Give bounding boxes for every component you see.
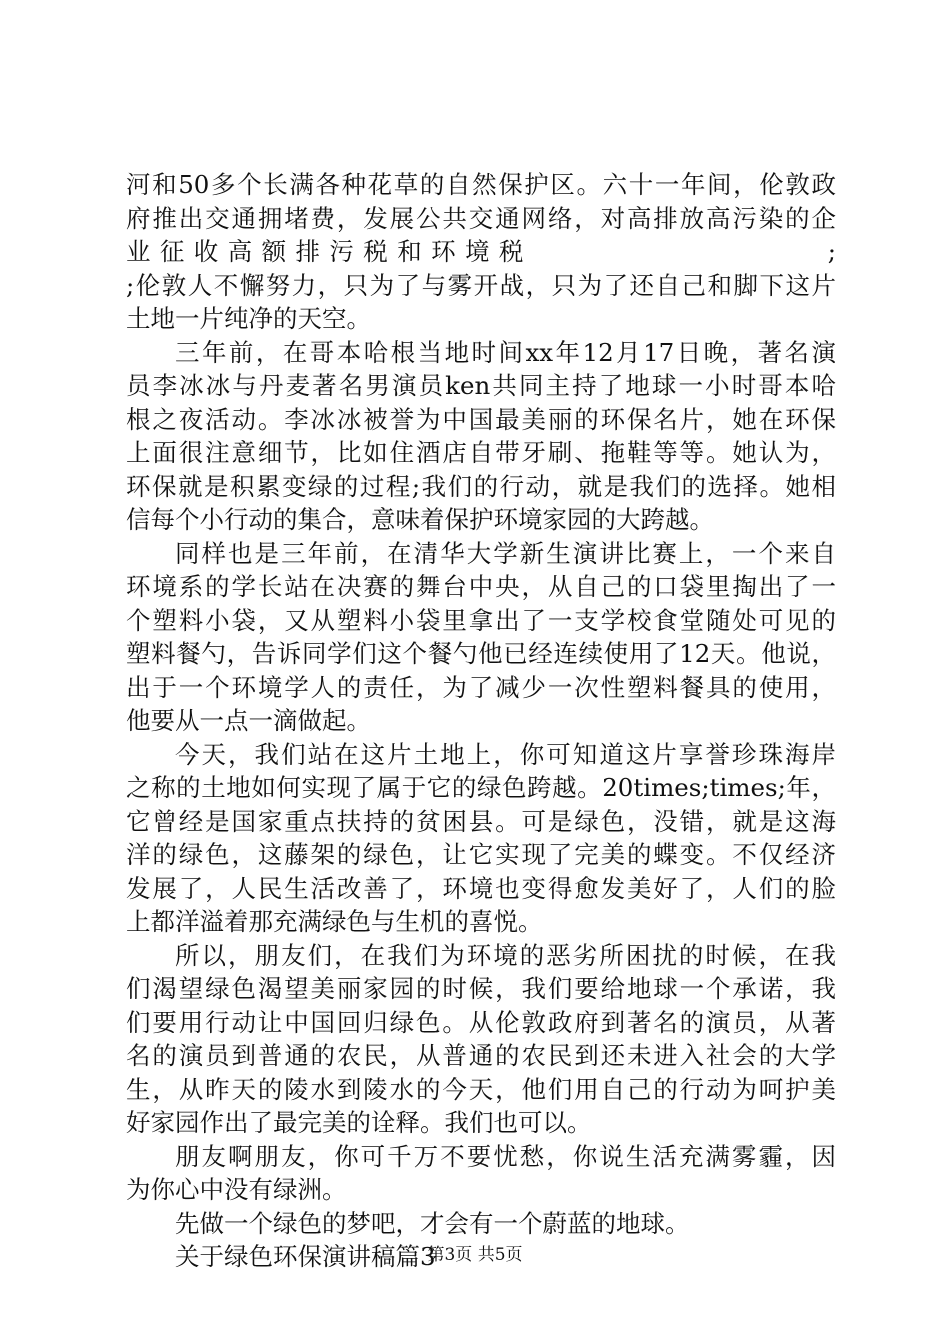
text-line: 信每个小行动的集合，意味着保护环境家园的大跨越。 — [126, 505, 714, 534]
text-line-part: ; — [827, 237, 836, 266]
text-line: 朋友啊朋友，你可千万不要忧愁，你说生活充满雾霾，因 — [175, 1141, 836, 1171]
text-line: ;伦敦人不懈努力，只为了与雾开战，只为了还自己和脚下这片 — [126, 270, 836, 300]
text-line: 所以，朋友们，在我们为环境的恶劣所困扰的时候，在我 — [175, 940, 836, 970]
text-line: 环境系的学长站在决赛的舞台中央，从自己的口袋里掏出了一 — [126, 572, 836, 601]
text-line: 塑料餐勺，告诉同学们这个餐勺他已经连续使用了12天。他说， — [126, 639, 836, 668]
text-line: 它曾经是国家重点扶持的贫困县。可是绿色，没错，就是这海 — [126, 806, 836, 836]
text-line: 先做一个绿色的梦吧，才会有一个蔚蓝的地球。 — [175, 1208, 690, 1238]
text-line: 河和50多个长满各种花草的自然保护区。六十一年间，伦敦政 — [126, 170, 836, 199]
text-line: 名的演员到普通的农民，从普通的农民到还未进入社会的大学 — [126, 1041, 836, 1070]
text-line: 今天，我们站在这片土地上，你可知道这片享誉珍珠海岸 — [175, 739, 836, 769]
text-line: 三年前，在哥本哈根当地时间xx年12月17日晚，著名演 — [175, 337, 836, 367]
text-line: 环保就是积累变绿的过程;我们的行动，就是我们的选择。她相 — [126, 471, 836, 501]
text-line-part: 业征收高额排污税和环境税 — [126, 237, 533, 266]
text-line: 个塑料小袋，又从塑料小袋里拿出了一支学校食堂随处可见的 — [126, 605, 836, 635]
text-line: 发展了，人民生活改善了，环境也变得愈发美好了，人们的脸 — [126, 873, 836, 903]
text-line: 们要用行动让中国回归绿色。从伦敦政府到著名的演员，从著 — [126, 1007, 836, 1037]
text-line: 洋的绿色，这藤架的绿色，让它实现了完美的蝶变。不仅经济 — [126, 840, 836, 869]
text-line: 好家园作出了最完美的诠释。我们也可以。 — [126, 1108, 592, 1137]
text-line: 们渴望绿色渴望美丽家园的时候，我们要给地球一个承诺，我 — [126, 974, 836, 1003]
text-line: 土地一片纯净的天空。 — [126, 304, 371, 333]
text-line: 生，从昨天的陵水到陵水的今天，他们用自己的行动为呵护美 — [126, 1074, 836, 1104]
text-line: 他要从一点一滴做起。 — [126, 706, 371, 735]
text-line: 上面很注意细节，比如住酒店自带牙刷、拖鞋等等。她认为， — [126, 438, 836, 467]
text-line: 同样也是三年前，在清华大学新生演讲比赛上，一个来自 — [175, 538, 836, 568]
text-line: 上都洋溢着那充满绿色与生机的喜悦。 — [126, 907, 543, 936]
page-footer: 第3页 共5页 — [427, 1245, 523, 1265]
text-line-split — [126, 235, 836, 269]
text-line: 府推出交通拥堵费，发展公共交通网络，对高排放高污染的企 — [126, 203, 836, 233]
text-line: 根之夜活动。李冰冰被誉为中国最美丽的环保名片，她在环保 — [126, 404, 836, 434]
section-heading: 关于绿色环保演讲稿篇3 — [175, 1242, 436, 1271]
text-line: 出于一个环境学人的责任，为了减少一次性塑料餐具的使用， — [126, 672, 836, 702]
body-text — [126, 168, 836, 1274]
text-line: 员李冰冰与丹麦著名男演员ken共同主持了地球一小时哥本哈 — [126, 371, 836, 400]
text-line: 之称的土地如何实现了属于它的绿色跨越。20times;times;年， — [126, 773, 836, 802]
text-line: 为你心中没有绿洲。 — [126, 1175, 347, 1204]
